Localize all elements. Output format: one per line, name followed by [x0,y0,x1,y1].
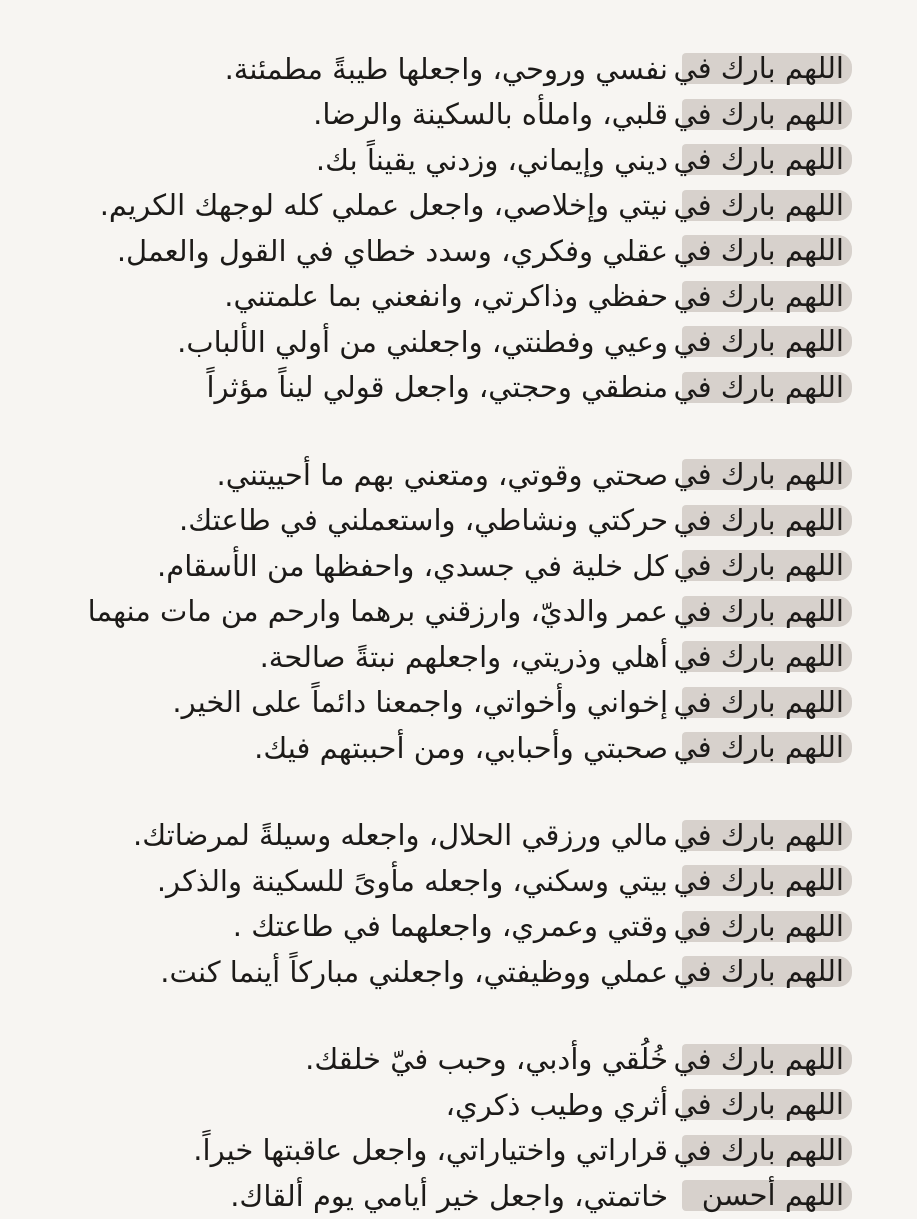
supplication-line [0,543,917,589]
supplication-line [0,183,917,229]
line-text: حفظي وذاكرتي، وانفعني بما علمتني. [224,279,668,314]
supplication-line [0,319,917,365]
line-text: حركتي ونشاطي، واستعملني في طاعتك. [179,503,668,538]
line-text: منطقي وحجتي، واجعل قولي ليناً مؤثراً [206,370,668,405]
supplication-line [0,92,917,138]
supplication-line [0,498,917,544]
line-label: اللهم بارك في [682,459,852,490]
line-text: أهلي وذريتي، واجعلهم نبتةً صالحة. [259,639,668,674]
supplication-line [0,1128,917,1174]
line-text: عقلي وفكري، وسدد خطاي في القول والعمل. [116,233,668,268]
line-text: نفسي وروحي، واجعلها طيبةً مطمئنة. [224,51,668,86]
supplication-line [0,137,917,183]
line-label: اللهم بارك في [682,911,852,942]
line-label: اللهم بارك في [682,1135,852,1166]
line-label: اللهم بارك في [682,732,852,763]
line-text: أثري وطيب ذكري، [445,1087,668,1122]
supplication-line [0,813,917,859]
line-text: إخواني وأخواتي، واجمعنا دائماً على الخير. [172,685,668,720]
supplication-group-1 [0,46,917,410]
line-text: نيتي وإخلاصي، واجعل عملي كله لوجهك الكريم. [99,188,668,223]
supplication-line [0,452,917,498]
supplication-line [0,904,917,950]
supplication-line [0,1173,917,1219]
supplication-line [0,1082,917,1128]
line-text: عملي ووظيفتي، واجعلني مباركاً أينما كنت. [160,954,668,989]
supplication-line [0,949,917,995]
line-label: اللهم أحسن [682,1180,852,1211]
line-text: صحبتي وأحبابي، ومن أحببتهم فيك. [254,730,668,765]
supplication-line [0,634,917,680]
line-text: قراراتي واختياراتي، واجعل عاقبتها خيراً. [193,1133,668,1168]
supplication-group-3 [0,813,917,995]
line-label: اللهم بارك في [682,1089,852,1120]
line-label: اللهم بارك في [682,641,852,672]
line-label: اللهم بارك في [682,1044,852,1075]
line-label: اللهم بارك في [682,820,852,851]
line-text: وقتي وعمري، واجعلهما في طاعتك . [232,909,668,944]
line-text: كل خلية في جسدي، واحفظها من الأسقام. [157,548,668,583]
line-text: خاتمتي، واجعل خير أيامي يوم ألقاك. [230,1178,668,1213]
supplication-line [0,858,917,904]
line-label: اللهم بارك في [682,596,852,627]
supplication-line [0,365,917,411]
line-label: اللهم بارك في [682,235,852,266]
line-text: عمر والديّ، وارزقني برهما وارحم من مات منهما [87,594,668,629]
supplication-line [0,228,917,274]
supplication-line [0,1037,917,1083]
line-text: بيتي وسكني، واجعله مأوىً للسكينة والذكر. [156,863,668,898]
line-label: اللهم بارك في [682,372,852,403]
supplication-line [0,274,917,320]
supplication-line [0,680,917,726]
line-text: خُلُقي وأدبي، وحبب فيّ خلقك. [305,1042,668,1077]
line-label: اللهم بارك في [682,550,852,581]
line-label: اللهم بارك في [682,190,852,221]
supplication-group-4 [0,1037,917,1219]
line-label: اللهم بارك في [682,687,852,718]
line-label: اللهم بارك في [682,956,852,987]
line-label: اللهم بارك في [682,281,852,312]
line-label: اللهم بارك في [682,326,852,357]
line-text: قلبي، واملأه بالسكينة والرضا. [313,97,668,132]
line-text: مالي ورزقي الحلال، واجعله وسيلةً لمرضاتك. [133,818,668,853]
line-text: صحتي وقوتي، ومتعني بهم ما أحييتني. [216,457,668,492]
line-label: اللهم بارك في [682,505,852,536]
line-label: اللهم بارك في [682,144,852,175]
line-text: ديني وإيماني، وزدني يقيناً بك. [315,142,668,177]
supplication-line [0,725,917,771]
line-label: اللهم بارك في [682,865,852,896]
supplication-line [0,46,917,92]
line-label: اللهم بارك في [682,99,852,130]
line-text: وعيي وفطنتي، واجعلني من أولي الألباب. [177,324,668,359]
supplication-line [0,589,917,635]
line-label: اللهم بارك في [682,53,852,84]
supplication-group-2 [0,452,917,771]
